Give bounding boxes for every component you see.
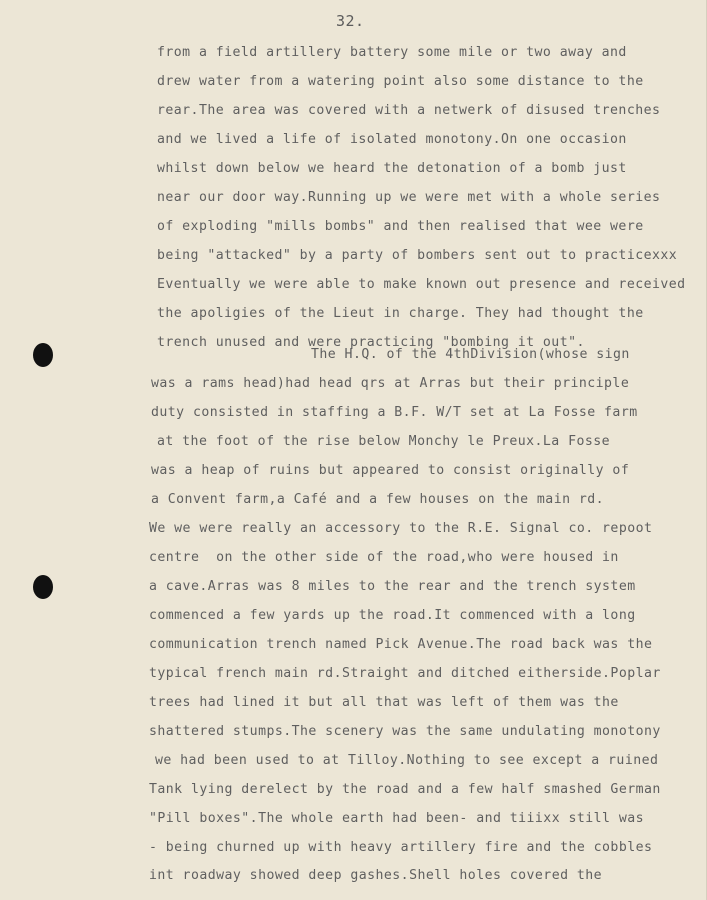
text-line-11: trench unused and were practicing "bombing it out".	[157, 335, 585, 350]
text-line-26: we had been used to at Tilloy.Nothing to see except a ruined	[155, 753, 659, 768]
text-line-6: near our door way.Running up we were met with a whole series	[157, 190, 661, 205]
text-line-12: The H.Q. of the 4thDivision(whose sign	[311, 347, 630, 362]
text-line-15: at the foot of the rise below Monchy le Preux.La Fosse	[157, 434, 611, 449]
text-line-25: shattered stumps.The scenery was the same undulating monotony	[149, 724, 661, 739]
text-line-3: rear.The area was covered with a netwerk of disused trenches	[157, 103, 661, 118]
text-line-23: typical french main rd.Straight and ditched eitherside.Poplar	[149, 666, 661, 681]
text-line-10: the apoligies of the Lieut in charge. They had thought the	[157, 306, 644, 321]
text-line-19: centre on the other side of the road,who were housed in	[149, 550, 619, 565]
text-line-21: commenced a few yards up the road.It commenced with a long	[149, 608, 636, 623]
text-line-2: drew water from a watering point also some distance to the	[157, 74, 644, 89]
text-line-7: of exploding "mills bombs" and then realised that wee were	[157, 219, 644, 234]
text-line-30: int roadway showed deep gashes.Shell holes covered the	[149, 868, 603, 883]
text-line-5: whilst down below we heard the detonation of a bomb just	[157, 161, 627, 176]
text-line-22: communication trench named Pick Avenue.The road back was the	[149, 637, 653, 652]
text-line-16: was a heap of ruins but appeared to consist originally of	[151, 463, 630, 478]
text-line-27: Tank lying derelect by the road and a few half smashed German	[149, 782, 661, 797]
text-line-4: and we lived a life of isolated monotony.On one occasion	[157, 132, 627, 147]
text-line-8: being "attacked" by a party of bombers sent out to practicexxx	[157, 248, 678, 263]
text-line-14: duty consisted in staffing a B.F. W/T set at La Fosse farm	[151, 405, 638, 420]
text-line-24: trees had lined it but all that was left of them was the	[149, 695, 619, 710]
text-line-18: We we were really an accessory to the R.E. Signal co. repoot	[149, 521, 653, 536]
page-number: 32.	[336, 12, 365, 30]
text-line-28: "Pill boxes".The whole earth had been- and tiiixx still was	[149, 811, 644, 826]
text-line-29: - being churned up with heavy artillery fire and the cobbles	[149, 840, 653, 855]
text-line-20: a cave.Arras was 8 miles to the rear and the trench system	[149, 579, 636, 594]
text-line-1: from a field artillery battery some mile or two away and	[157, 45, 627, 60]
text-line-17: a Convent farm,a Café and a few houses on the main rd.	[151, 492, 605, 507]
text-line-9: Eventually we were able to make known out presence and received	[157, 277, 686, 292]
text-line-13: was a rams head)had head qrs at Arras but their principle	[151, 376, 630, 391]
